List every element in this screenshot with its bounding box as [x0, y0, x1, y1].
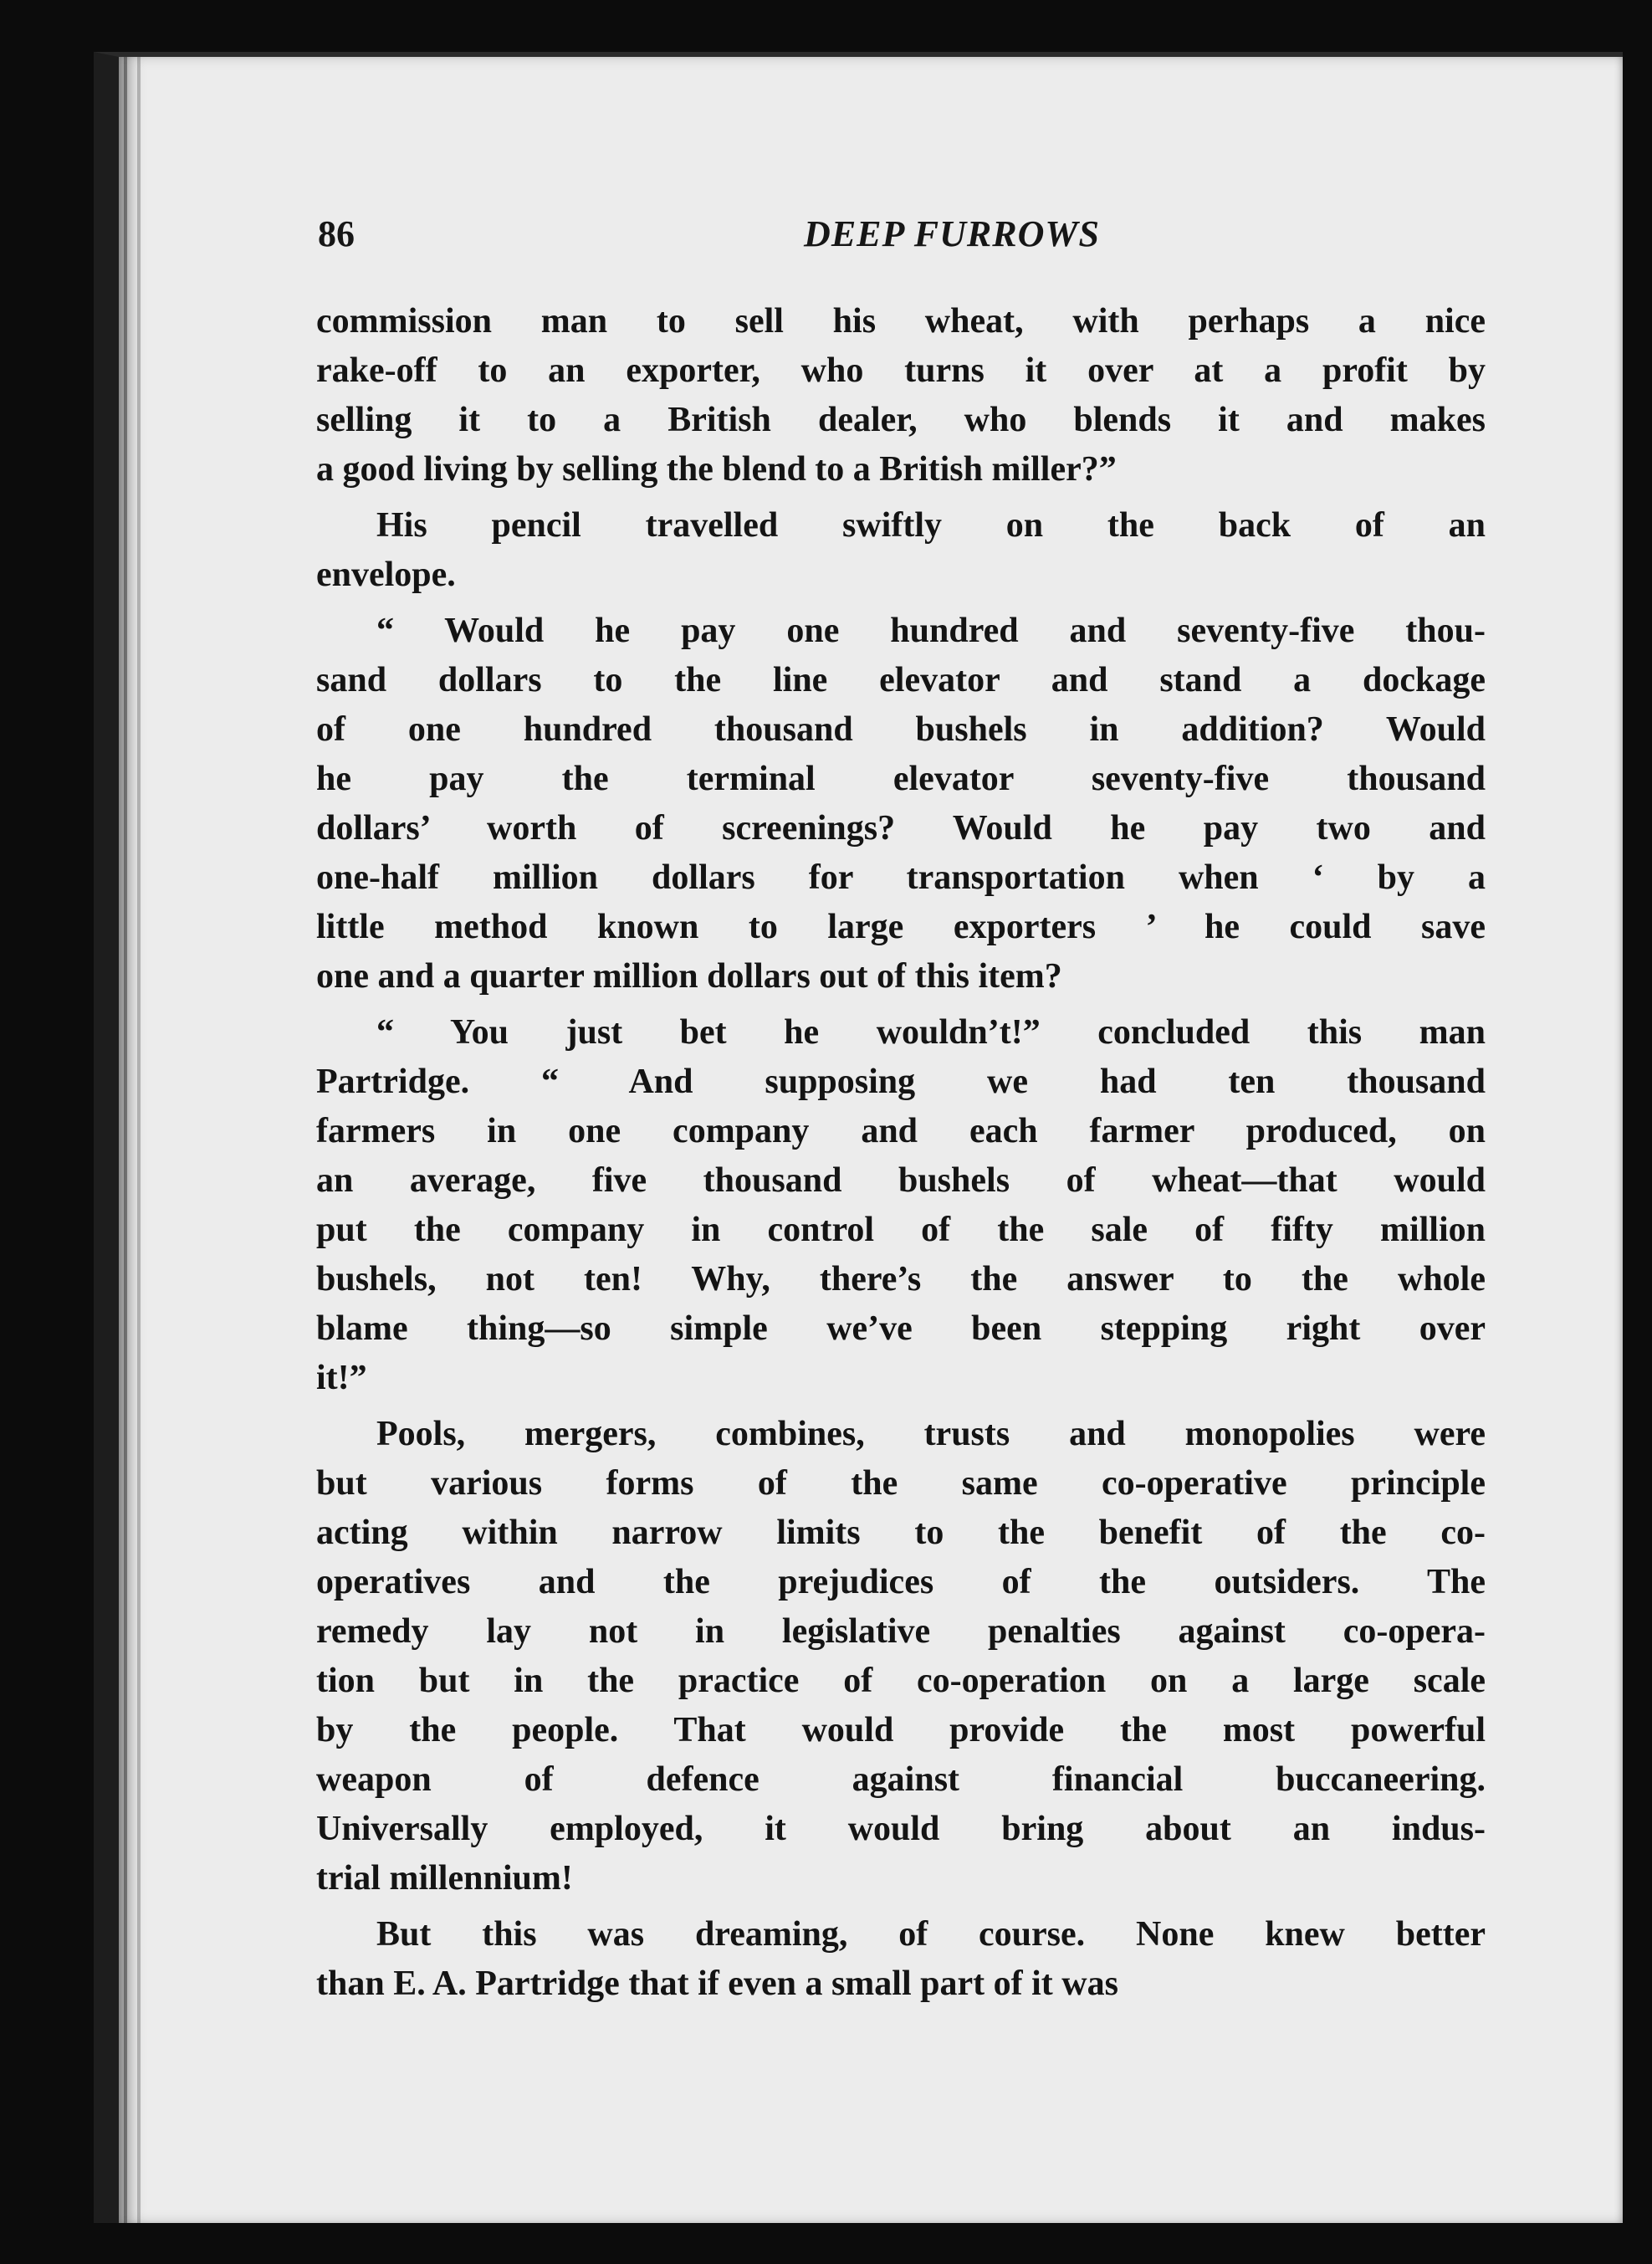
- text-line: Partridge. “ And supposing we had ten thousand: [316, 1063, 1486, 1101]
- paragraph: [316, 297, 1486, 494]
- text-line: of one hundred thousand bushels in addition? Would: [316, 710, 1486, 749]
- text-line: than E. A. Partridge that if even a small part of it was: [316, 1964, 1118, 2003]
- text-line: acting within narrow limits to the benefit of the co-: [316, 1514, 1486, 1552]
- text-line: tion but in the practice of co-operation on a large scale: [316, 1662, 1486, 1700]
- text-line: “ Would he pay one hundred and seventy-five thou-: [376, 612, 1486, 650]
- text-line: Pools, mergers, combines, trusts and monopolies were: [376, 1415, 1486, 1453]
- paragraph: [316, 501, 1486, 600]
- text-line: rake-off to an exporter, who turns it over at a profit by: [316, 351, 1486, 390]
- text-line: but various forms of the same co-operative principle: [316, 1464, 1486, 1503]
- body-text: [316, 297, 1486, 2016]
- text-line: farmers in one company and each farmer produced, on: [316, 1112, 1486, 1150]
- paragraph: [316, 1008, 1486, 1403]
- text-line: But this was dreaming, of course. None knew better: [376, 1915, 1486, 1954]
- text-line: weapon of defence against financial buccaneering.: [316, 1760, 1486, 1799]
- text-line: selling it to a British dealer, who blends it and makes: [316, 401, 1486, 439]
- paragraph: [316, 1410, 1486, 1903]
- text-line: His pencil travelled swiftly on the back of an: [376, 506, 1486, 545]
- paragraph: [316, 1910, 1486, 2009]
- running-head: [318, 209, 1486, 259]
- text-line: a good living by selling the blend to a British miller?”: [316, 450, 1117, 489]
- binding-shadow: [137, 57, 141, 2223]
- text-line: commission man to sell his wheat, with perhaps a nice: [316, 302, 1486, 341]
- running-title: DEEP FURROWS: [804, 213, 1100, 254]
- page-number: 86: [318, 213, 355, 254]
- text-line: an average, five thousand bushels of wheat—that would: [316, 1161, 1486, 1200]
- binding-shadow: [124, 57, 127, 2223]
- paragraph: [316, 607, 1486, 1001]
- text-line: by the people. That would provide the most powerful: [316, 1711, 1486, 1749]
- text-line: put the company in control of the sale of fifty million: [316, 1211, 1486, 1249]
- text-line: sand dollars to the line elevator and stand a dockage: [316, 661, 1486, 699]
- text-line: it!”: [316, 1359, 367, 1397]
- text-line: remedy lay not in legislative penalties against co-opera-: [316, 1612, 1486, 1651]
- text-line: trial millennium!: [316, 1859, 573, 1898]
- text-line: one and a quarter million dollars out of this item?: [316, 957, 1062, 996]
- text-line: “ You just bet he wouldn’t!” concluded this man: [376, 1013, 1486, 1052]
- text-line: one-half million dollars for transportation when ‘ by a: [316, 858, 1486, 897]
- text-line: operatives and the prejudices of the outsiders. The: [316, 1563, 1486, 1601]
- text-line: he pay the terminal elevator seventy-five thousand: [316, 760, 1486, 798]
- text-line: little method known to large exporters ’ he could save: [316, 908, 1486, 946]
- text-line: blame thing—so simple we’ve been stepping right over: [316, 1309, 1486, 1348]
- text-line: envelope.: [316, 556, 456, 594]
- text-line: bushels, not ten! Why, there’s the answer to the whole: [316, 1260, 1486, 1298]
- text-line: Universally employed, it would bring about an indus-: [316, 1810, 1486, 1848]
- text-line: dollars’ worth of screenings? Would he pay two and: [316, 809, 1486, 848]
